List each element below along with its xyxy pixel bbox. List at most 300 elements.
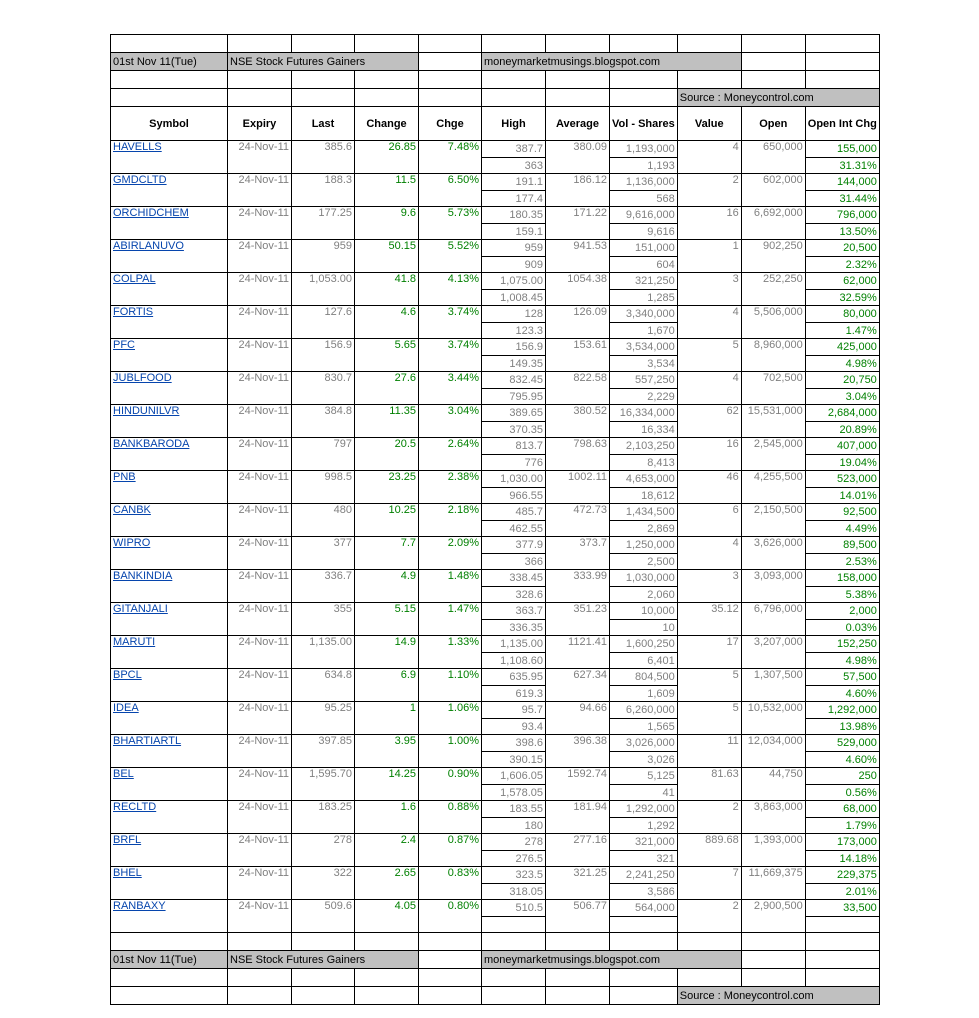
chge-cell: 2.18% <box>419 504 482 537</box>
symbol-link[interactable]: BHARTIARTL <box>111 735 228 768</box>
high-cell: 510.5 <box>482 900 546 917</box>
source-row <box>111 89 880 107</box>
vol-lots-cell: 321 <box>610 851 678 867</box>
chge-cell: 3.74% <box>419 306 482 339</box>
table-row <box>111 240 880 257</box>
chge-cell: 1.33% <box>419 636 482 669</box>
oi-pct-cell: 2.32% <box>805 257 879 273</box>
value-cell: 5 <box>677 669 741 702</box>
low-cell: 123.3 <box>482 323 546 339</box>
footer-blog-name: moneymarketmusings.blogspot.com <box>482 951 742 969</box>
open-cell: 650,000 <box>741 141 805 174</box>
table-row <box>111 273 880 290</box>
expiry-cell: 24-Nov-11 <box>228 174 292 207</box>
footer-source-label: Source : Moneycontrol.com <box>677 987 879 1005</box>
table-row <box>111 174 880 191</box>
vol-cell: 151,000 <box>610 240 678 257</box>
vol-cell: 6,260,000 <box>610 702 678 719</box>
high-cell: 128 <box>482 306 546 323</box>
header-oi: Open Int Chg <box>805 107 879 141</box>
value-cell: 3 <box>677 273 741 306</box>
change-cell: 9.6 <box>355 207 419 240</box>
vol-lots-cell: 8,413 <box>610 455 678 471</box>
vol-cell: 564,000 <box>610 900 678 917</box>
expiry-cell: 24-Nov-11 <box>228 834 292 867</box>
vol-cell: 3,026,000 <box>610 735 678 752</box>
table-row <box>111 504 880 521</box>
high-cell: 832.45 <box>482 372 546 389</box>
low-cell: 180 <box>482 818 546 834</box>
change-cell: 14.9 <box>355 636 419 669</box>
low-cell: 276.5 <box>482 851 546 867</box>
last-cell: 322 <box>292 867 355 900</box>
oi-pct-cell: 1.47% <box>805 323 879 339</box>
open-cell: 4,255,500 <box>741 471 805 504</box>
open-cell: 902,250 <box>741 240 805 273</box>
open-cell: 252,250 <box>741 273 805 306</box>
symbol-link[interactable]: RANBAXY <box>111 900 228 933</box>
symbol-link[interactable]: BPCL <box>111 669 228 702</box>
high-cell: 485.7 <box>482 504 546 521</box>
oi-cell: 155,000 <box>805 141 879 158</box>
table-row <box>111 537 880 554</box>
oi-cell: 2,684,000 <box>805 405 879 422</box>
table-row <box>111 471 880 488</box>
vol-lots-cell: 1,670 <box>610 323 678 339</box>
table-body <box>111 35 880 933</box>
low-cell <box>482 917 546 933</box>
vol-cell: 1,193,000 <box>610 141 678 158</box>
expiry-cell: 24-Nov-11 <box>228 273 292 306</box>
average-cell: 798.63 <box>546 438 610 471</box>
oi-cell: 1,292,000 <box>805 702 879 719</box>
table-row <box>111 834 880 851</box>
value-cell: 5 <box>677 339 741 372</box>
vol-lots-cell: 41 <box>610 785 678 801</box>
chge-cell: 3.44% <box>419 372 482 405</box>
chge-cell: 1.00% <box>419 735 482 768</box>
high-cell: 363.7 <box>482 603 546 620</box>
open-cell: 702,500 <box>741 372 805 405</box>
high-cell: 387.7 <box>482 141 546 158</box>
oi-pct-cell: 14.01% <box>805 488 879 504</box>
high-cell: 1,606.05 <box>482 768 546 785</box>
last-cell: 177.25 <box>292 207 355 240</box>
chge-cell: 5.52% <box>419 240 482 273</box>
high-cell: 1,135.00 <box>482 636 546 653</box>
header-open: Open <box>741 107 805 141</box>
change-cell: 5.65 <box>355 339 419 372</box>
change-cell: 3.95 <box>355 735 419 768</box>
header-change: Change <box>355 107 419 141</box>
vol-lots-cell: 1,193 <box>610 158 678 174</box>
average-cell: 186.12 <box>546 174 610 207</box>
last-cell: 377 <box>292 537 355 570</box>
oi-cell: 20,750 <box>805 372 879 389</box>
symbol-link[interactable]: BHEL <box>111 867 228 900</box>
open-cell: 1,307,500 <box>741 669 805 702</box>
chge-cell: 0.80% <box>419 900 482 933</box>
header-high: High <box>482 107 546 141</box>
average-cell: 822.58 <box>546 372 610 405</box>
oi-pct-cell: 4.60% <box>805 686 879 702</box>
open-cell: 8,960,000 <box>741 339 805 372</box>
table-row <box>111 438 880 455</box>
vol-lots-cell: 2,500 <box>610 554 678 570</box>
oi-pct-cell: 2.53% <box>805 554 879 570</box>
low-cell: 177.4 <box>482 191 546 207</box>
high-cell: 813.7 <box>482 438 546 455</box>
oi-pct-cell: 13.50% <box>805 224 879 240</box>
change-cell: 5.15 <box>355 603 419 636</box>
vol-lots-cell: 604 <box>610 257 678 273</box>
vol-lots-cell: 1,285 <box>610 290 678 306</box>
low-cell: 149.35 <box>482 356 546 372</box>
last-cell: 278 <box>292 834 355 867</box>
change-cell: 11.5 <box>355 174 419 207</box>
vol-cell: 10,000 <box>610 603 678 620</box>
expiry-cell: 24-Nov-11 <box>228 438 292 471</box>
symbol-link[interactable]: HAVELLS <box>111 141 228 174</box>
low-cell: 909 <box>482 257 546 273</box>
vol-lots-cell: 1,609 <box>610 686 678 702</box>
value-cell: 3 <box>677 570 741 603</box>
symbol-link[interactable]: BANKINDIA <box>111 570 228 603</box>
symbol-link[interactable]: MARUTI <box>111 636 228 669</box>
expiry-cell: 24-Nov-11 <box>228 339 292 372</box>
symbol-link[interactable]: IDEA <box>111 702 228 735</box>
last-cell: 634.8 <box>292 669 355 702</box>
value-cell: 35.12 <box>677 603 741 636</box>
blank-row <box>111 969 880 987</box>
oi-pct-cell: 31.31% <box>805 158 879 174</box>
last-cell: 830.7 <box>292 372 355 405</box>
high-cell: 377.9 <box>482 537 546 554</box>
value-cell: 4 <box>677 306 741 339</box>
chge-cell: 0.90% <box>419 768 482 801</box>
high-cell: 95.7 <box>482 702 546 719</box>
chge-cell: 0.83% <box>419 867 482 900</box>
last-cell: 336.7 <box>292 570 355 603</box>
low-cell: 1,008.45 <box>482 290 546 306</box>
last-cell: 797 <box>292 438 355 471</box>
vol-cell: 1,600,250 <box>610 636 678 653</box>
average-cell: 380.52 <box>546 405 610 438</box>
change-cell: 10.25 <box>355 504 419 537</box>
high-cell: 183.55 <box>482 801 546 818</box>
chge-cell: 0.88% <box>419 801 482 834</box>
symbol-link[interactable]: GITANJALI <box>111 603 228 636</box>
vol-lots-cell: 6,401 <box>610 653 678 669</box>
change-cell: 23.25 <box>355 471 419 504</box>
expiry-cell: 24-Nov-11 <box>228 669 292 702</box>
symbol-link[interactable]: HINDUNILVR <box>111 405 228 438</box>
value-cell: 4 <box>677 141 741 174</box>
oi-pct-cell: 4.49% <box>805 521 879 537</box>
expiry-cell: 24-Nov-11 <box>228 405 292 438</box>
oi-pct-cell: 1.79% <box>805 818 879 834</box>
change-cell: 4.6 <box>355 306 419 339</box>
symbol-link[interactable]: CANBK <box>111 504 228 537</box>
header-average: Average <box>546 107 610 141</box>
blank-row <box>111 933 880 951</box>
oi-pct-cell: 32.59% <box>805 290 879 306</box>
high-cell: 635.95 <box>482 669 546 686</box>
table-row <box>111 735 880 752</box>
table-row <box>111 405 880 422</box>
average-cell: 351.23 <box>546 603 610 636</box>
blank-row <box>111 71 880 89</box>
last-cell: 1,135.00 <box>292 636 355 669</box>
oi-cell: 144,000 <box>805 174 879 191</box>
expiry-cell: 24-Nov-11 <box>228 240 292 273</box>
oi-pct-cell: 20.89% <box>805 422 879 438</box>
last-cell: 95.25 <box>292 702 355 735</box>
vol-lots-cell: 16,334 <box>610 422 678 438</box>
low-cell: 363 <box>482 158 546 174</box>
expiry-cell: 24-Nov-11 <box>228 372 292 405</box>
symbol-link[interactable]: GMDCLTD <box>111 174 228 207</box>
open-cell: 12,034,000 <box>741 735 805 768</box>
low-cell: 966.55 <box>482 488 546 504</box>
chge-cell: 3.04% <box>419 405 482 438</box>
open-cell: 3,626,000 <box>741 537 805 570</box>
vol-cell: 321,250 <box>610 273 678 290</box>
last-cell: 397.85 <box>292 735 355 768</box>
oi-cell: 33,500 <box>805 900 879 917</box>
value-cell: 4 <box>677 537 741 570</box>
value-cell: 62 <box>677 405 741 438</box>
change-cell: 1.6 <box>355 801 419 834</box>
value-cell: 889.68 <box>677 834 741 867</box>
high-cell: 156.9 <box>482 339 546 356</box>
table-row <box>111 570 880 587</box>
open-cell: 3,863,000 <box>741 801 805 834</box>
vol-lots-cell: 18,612 <box>610 488 678 504</box>
symbol-link[interactable]: FORTIS <box>111 306 228 339</box>
value-cell: 5 <box>677 702 741 735</box>
value-cell: 16 <box>677 207 741 240</box>
report-date: 01st Nov 11(Tue) <box>111 53 228 71</box>
expiry-cell: 24-Nov-11 <box>228 471 292 504</box>
symbol-link[interactable]: ABIRLANUVO <box>111 240 228 273</box>
oi-pct-cell: 19.04% <box>805 455 879 471</box>
symbol-link[interactable]: WIPRO <box>111 537 228 570</box>
report-title: NSE Stock Futures Gainers <box>228 53 419 71</box>
value-cell: 2 <box>677 801 741 834</box>
change-cell: 4.9 <box>355 570 419 603</box>
oi-cell: 2,000 <box>805 603 879 620</box>
title-row <box>111 53 880 71</box>
vol-cell: 1,250,000 <box>610 537 678 554</box>
vol-cell: 9,616,000 <box>610 207 678 224</box>
change-cell: 2.65 <box>355 867 419 900</box>
average-cell: 1121.41 <box>546 636 610 669</box>
vol-lots-cell: 9,616 <box>610 224 678 240</box>
open-cell: 2,900,500 <box>741 900 805 933</box>
high-cell: 278 <box>482 834 546 851</box>
table-row <box>111 900 880 917</box>
last-cell: 355 <box>292 603 355 636</box>
low-cell: 366 <box>482 554 546 570</box>
table-row <box>111 636 880 653</box>
value-cell: 46 <box>677 471 741 504</box>
low-cell: 328.6 <box>482 587 546 603</box>
average-cell: 153.61 <box>546 339 610 372</box>
value-cell: 1 <box>677 240 741 273</box>
high-cell: 389.65 <box>482 405 546 422</box>
oi-pct-cell: 2.01% <box>805 884 879 900</box>
open-cell: 3,207,000 <box>741 636 805 669</box>
oi-cell: 425,000 <box>805 339 879 356</box>
symbol-link[interactable]: PFC <box>111 339 228 372</box>
header-last: Last <box>292 107 355 141</box>
average-cell: 126.09 <box>546 306 610 339</box>
vol-cell: 1,030,000 <box>610 570 678 587</box>
vol-cell: 321,000 <box>610 834 678 851</box>
symbol-link[interactable]: COLPAL <box>111 273 228 306</box>
average-cell: 506.77 <box>546 900 610 933</box>
symbol-link[interactable]: RECLTD <box>111 801 228 834</box>
vol-cell: 16,334,000 <box>610 405 678 422</box>
open-cell: 44,750 <box>741 768 805 801</box>
oi-pct-cell: 14.18% <box>805 851 879 867</box>
footer-report-date: 01st Nov 11(Tue) <box>111 951 228 969</box>
oi-cell: 407,000 <box>805 438 879 455</box>
last-cell: 509.6 <box>292 900 355 933</box>
last-cell: 384.8 <box>292 405 355 438</box>
high-cell: 1,030.00 <box>482 471 546 488</box>
oi-pct-cell: 3.04% <box>805 389 879 405</box>
oi-cell: 20,500 <box>805 240 879 257</box>
oi-pct-cell: 13.98% <box>805 719 879 735</box>
table-row <box>111 768 880 785</box>
symbol-link[interactable]: BANKBARODA <box>111 438 228 471</box>
last-cell: 1,053.00 <box>292 273 355 306</box>
value-cell: 4 <box>677 372 741 405</box>
footer-title-row <box>111 951 880 969</box>
oi-cell: 62,000 <box>805 273 879 290</box>
average-cell: 171.22 <box>546 207 610 240</box>
open-cell: 3,093,000 <box>741 570 805 603</box>
open-cell: 6,692,000 <box>741 207 805 240</box>
average-cell: 181.94 <box>546 801 610 834</box>
oi-pct-cell <box>805 917 879 933</box>
average-cell: 373.7 <box>546 537 610 570</box>
value-cell: 6 <box>677 504 741 537</box>
chge-cell: 2.09% <box>419 537 482 570</box>
oi-pct-cell: 0.56% <box>805 785 879 801</box>
chge-cell: 1.47% <box>419 603 482 636</box>
oi-pct-cell: 0.03% <box>805 620 879 636</box>
vol-cell: 2,103,250 <box>610 438 678 455</box>
symbol-link[interactable]: BEL <box>111 768 228 801</box>
open-cell: 2,545,000 <box>741 438 805 471</box>
oi-pct-cell: 5.38% <box>805 587 879 603</box>
expiry-cell: 24-Nov-11 <box>228 735 292 768</box>
low-cell: 619.3 <box>482 686 546 702</box>
oi-cell: 57,500 <box>805 669 879 686</box>
average-cell: 1002.11 <box>546 471 610 504</box>
vol-cell: 5,125 <box>610 768 678 785</box>
low-cell: 159.1 <box>482 224 546 240</box>
value-cell: 17 <box>677 636 741 669</box>
vol-lots-cell: 1,565 <box>610 719 678 735</box>
last-cell: 1,595.70 <box>292 768 355 801</box>
gainers-table <box>110 34 880 1005</box>
high-cell: 398.6 <box>482 735 546 752</box>
vol-lots-cell: 3,026 <box>610 752 678 768</box>
open-cell: 5,506,000 <box>741 306 805 339</box>
table-row <box>111 141 880 158</box>
oi-cell: 250 <box>805 768 879 785</box>
high-cell: 180.35 <box>482 207 546 224</box>
average-cell: 321.25 <box>546 867 610 900</box>
low-cell: 390.15 <box>482 752 546 768</box>
source-label: Source : Moneycontrol.com <box>677 89 879 107</box>
symbol-link[interactable]: BRFL <box>111 834 228 867</box>
average-cell: 1054.38 <box>546 273 610 306</box>
table-row <box>111 207 880 224</box>
chge-cell: 3.74% <box>419 339 482 372</box>
low-cell: 336.35 <box>482 620 546 636</box>
change-cell: 1 <box>355 702 419 735</box>
chge-cell: 6.50% <box>419 174 482 207</box>
vol-cell: 1,136,000 <box>610 174 678 191</box>
blog-name: moneymarketmusings.blogspot.com <box>482 53 742 71</box>
value-cell: 2 <box>677 900 741 933</box>
symbol-link[interactable]: ORCHIDCHEM <box>111 207 228 240</box>
value-cell: 16 <box>677 438 741 471</box>
change-cell: 50.15 <box>355 240 419 273</box>
header-expiry: Expiry <box>228 107 292 141</box>
average-cell: 94.66 <box>546 702 610 735</box>
header-row <box>111 107 880 141</box>
oi-cell: 523,000 <box>805 471 879 488</box>
oi-pct-cell: 31.44% <box>805 191 879 207</box>
vol-lots-cell: 2,229 <box>610 389 678 405</box>
symbol-link[interactable]: PNB <box>111 471 228 504</box>
oi-cell: 158,000 <box>805 570 879 587</box>
change-cell: 20.5 <box>355 438 419 471</box>
average-cell: 627.34 <box>546 669 610 702</box>
vol-cell: 1,434,500 <box>610 504 678 521</box>
vol-cell: 557,250 <box>610 372 678 389</box>
table-row <box>111 339 880 356</box>
oi-cell: 92,500 <box>805 504 879 521</box>
last-cell: 156.9 <box>292 339 355 372</box>
chge-cell: 4.13% <box>419 273 482 306</box>
low-cell: 93.4 <box>482 719 546 735</box>
low-cell: 370.35 <box>482 422 546 438</box>
expiry-cell: 24-Nov-11 <box>228 867 292 900</box>
symbol-link[interactable]: JUBLFOOD <box>111 372 228 405</box>
header-chge: Chge <box>419 107 482 141</box>
footer-report-title: NSE Stock Futures Gainers <box>228 951 419 969</box>
expiry-cell: 24-Nov-11 <box>228 900 292 933</box>
average-cell: 380.09 <box>546 141 610 174</box>
change-cell: 26.85 <box>355 141 419 174</box>
chge-cell: 2.38% <box>419 471 482 504</box>
vol-cell: 4,653,000 <box>610 471 678 488</box>
expiry-cell: 24-Nov-11 <box>228 801 292 834</box>
vol-cell: 3,340,000 <box>610 306 678 323</box>
low-cell: 318.05 <box>482 884 546 900</box>
last-cell: 127.6 <box>292 306 355 339</box>
oi-cell: 68,000 <box>805 801 879 818</box>
oi-cell: 89,500 <box>805 537 879 554</box>
average-cell: 1592.74 <box>546 768 610 801</box>
